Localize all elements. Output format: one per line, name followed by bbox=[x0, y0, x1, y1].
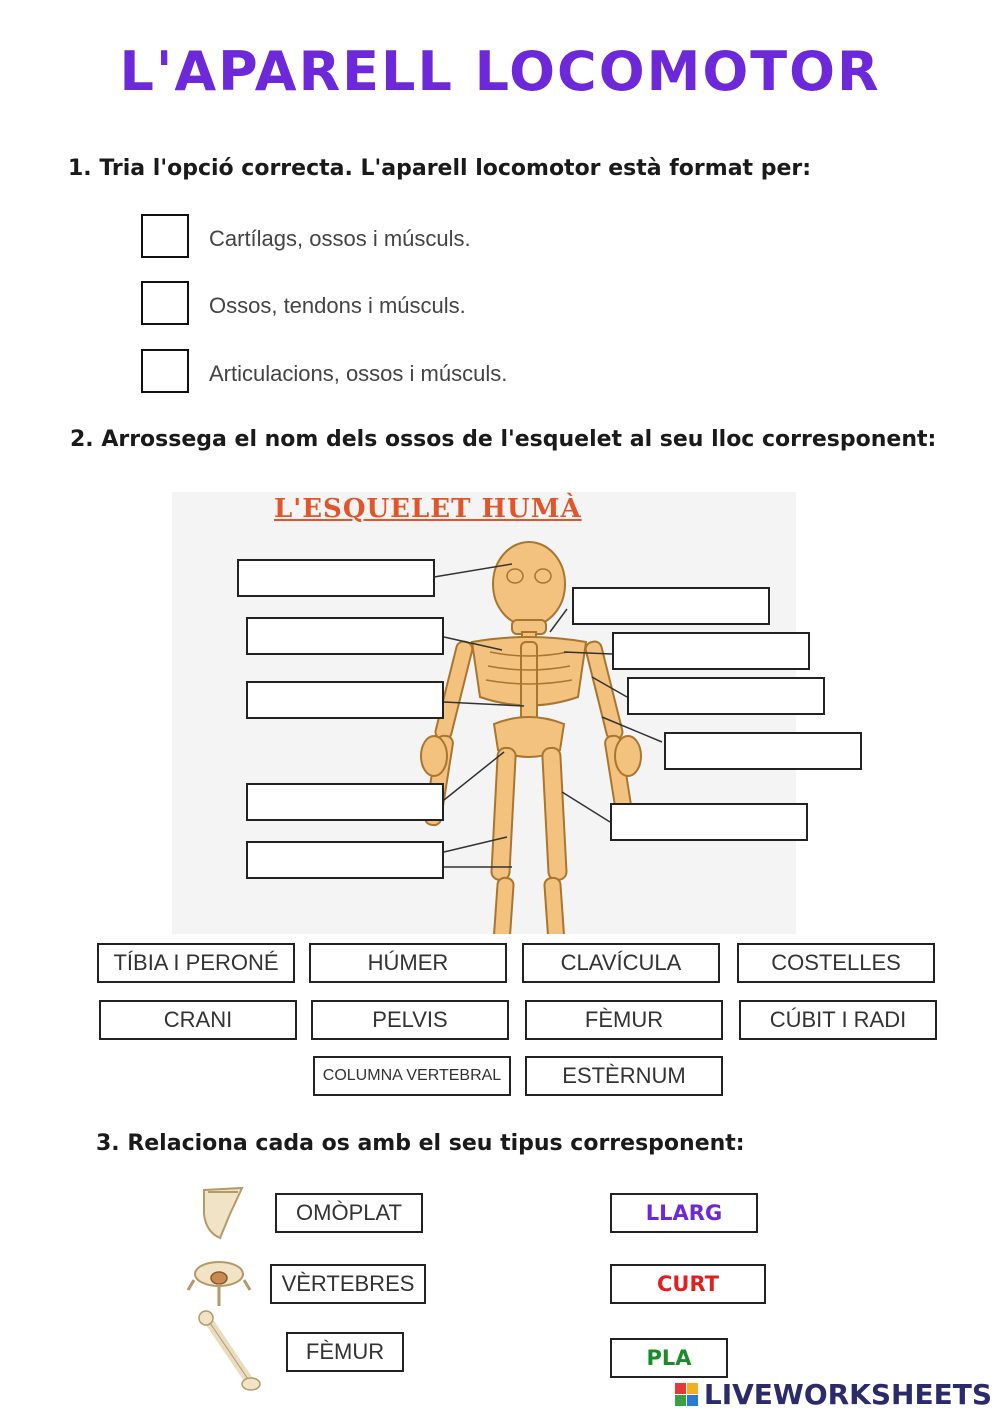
option-1-label: Cartílags, ossos i músculs. bbox=[209, 226, 471, 251]
question-3-prompt: 3. Relaciona cada os amb el seu tipus corresponent: bbox=[96, 1131, 745, 1156]
brand-name: LIVEWORKSHEETS bbox=[703, 1378, 992, 1411]
femur-image bbox=[196, 1310, 262, 1392]
option-2-checkbox[interactable] bbox=[141, 281, 189, 325]
logo-squares-icon bbox=[675, 1383, 698, 1406]
drop-target-pelvis[interactable] bbox=[610, 803, 808, 841]
word-sternum[interactable]: ESTÈRNUM bbox=[525, 1056, 723, 1096]
type-flat[interactable] bbox=[610, 1338, 728, 1378]
type-long[interactable] bbox=[610, 1193, 758, 1233]
figure-title: L'ESQUELET HUMÀ bbox=[274, 494, 582, 524]
drop-target-humerus[interactable] bbox=[627, 677, 825, 715]
word-femur[interactable]: FÈMUR bbox=[525, 1000, 723, 1040]
type-short[interactable] bbox=[610, 1264, 766, 1304]
bone-scapula[interactable]: OMÒPLAT bbox=[275, 1193, 423, 1233]
scapula-image bbox=[196, 1184, 248, 1242]
word-humerus[interactable]: HÚMER bbox=[309, 943, 507, 983]
liveworksheets-logo bbox=[675, 1378, 992, 1411]
question-1-prompt: 1. Tria l'opció correcta. L'aparell locomotor està format per: bbox=[68, 156, 812, 181]
drop-target-radius[interactable] bbox=[664, 732, 862, 770]
word-tibia[interactable]: TÍBIA I PERONÉ bbox=[97, 943, 295, 983]
drop-target-skull[interactable] bbox=[237, 559, 435, 597]
drop-target-clavicle[interactable] bbox=[246, 617, 444, 655]
word-clavicle[interactable]: CLAVÍCULA bbox=[522, 943, 720, 983]
option-3-checkbox[interactable] bbox=[141, 349, 189, 393]
drop-target-spine[interactable] bbox=[246, 681, 444, 719]
drop-target-ribs[interactable] bbox=[612, 632, 810, 670]
word-spine[interactable]: COLUMNA VERTEBRAL bbox=[313, 1056, 511, 1096]
drop-target-femur[interactable] bbox=[246, 783, 444, 821]
word-skull[interactable]: CRANI bbox=[99, 1000, 297, 1040]
question-2-prompt: 2. Arrossega el nom dels ossos de l'esquelet al seu lloc corresponent: bbox=[70, 427, 937, 452]
option-1-checkbox[interactable] bbox=[141, 214, 189, 258]
option-2-label: Ossos, tendons i músculs. bbox=[209, 293, 466, 318]
bone-femur[interactable]: FÈMUR bbox=[286, 1332, 404, 1372]
page-title: L'APARELL LOCOMOTOR bbox=[119, 40, 881, 103]
word-radius[interactable]: CÚBIT I RADI bbox=[739, 1000, 937, 1040]
vertebra-image bbox=[186, 1254, 252, 1310]
word-ribs[interactable]: COSTELLES bbox=[737, 943, 935, 983]
type-short-label: CURT bbox=[656, 1272, 719, 1296]
option-3-label: Articulacions, ossos i músculs. bbox=[209, 361, 508, 386]
drop-target-tibia[interactable] bbox=[246, 841, 444, 879]
word-pelvis[interactable]: PELVIS bbox=[311, 1000, 509, 1040]
drop-target-sternum[interactable] bbox=[572, 587, 770, 625]
bone-vertebrae[interactable]: VÈRTEBRES bbox=[270, 1264, 426, 1304]
type-long-label: LLARG bbox=[645, 1201, 723, 1225]
type-flat-label: PLA bbox=[646, 1346, 692, 1370]
